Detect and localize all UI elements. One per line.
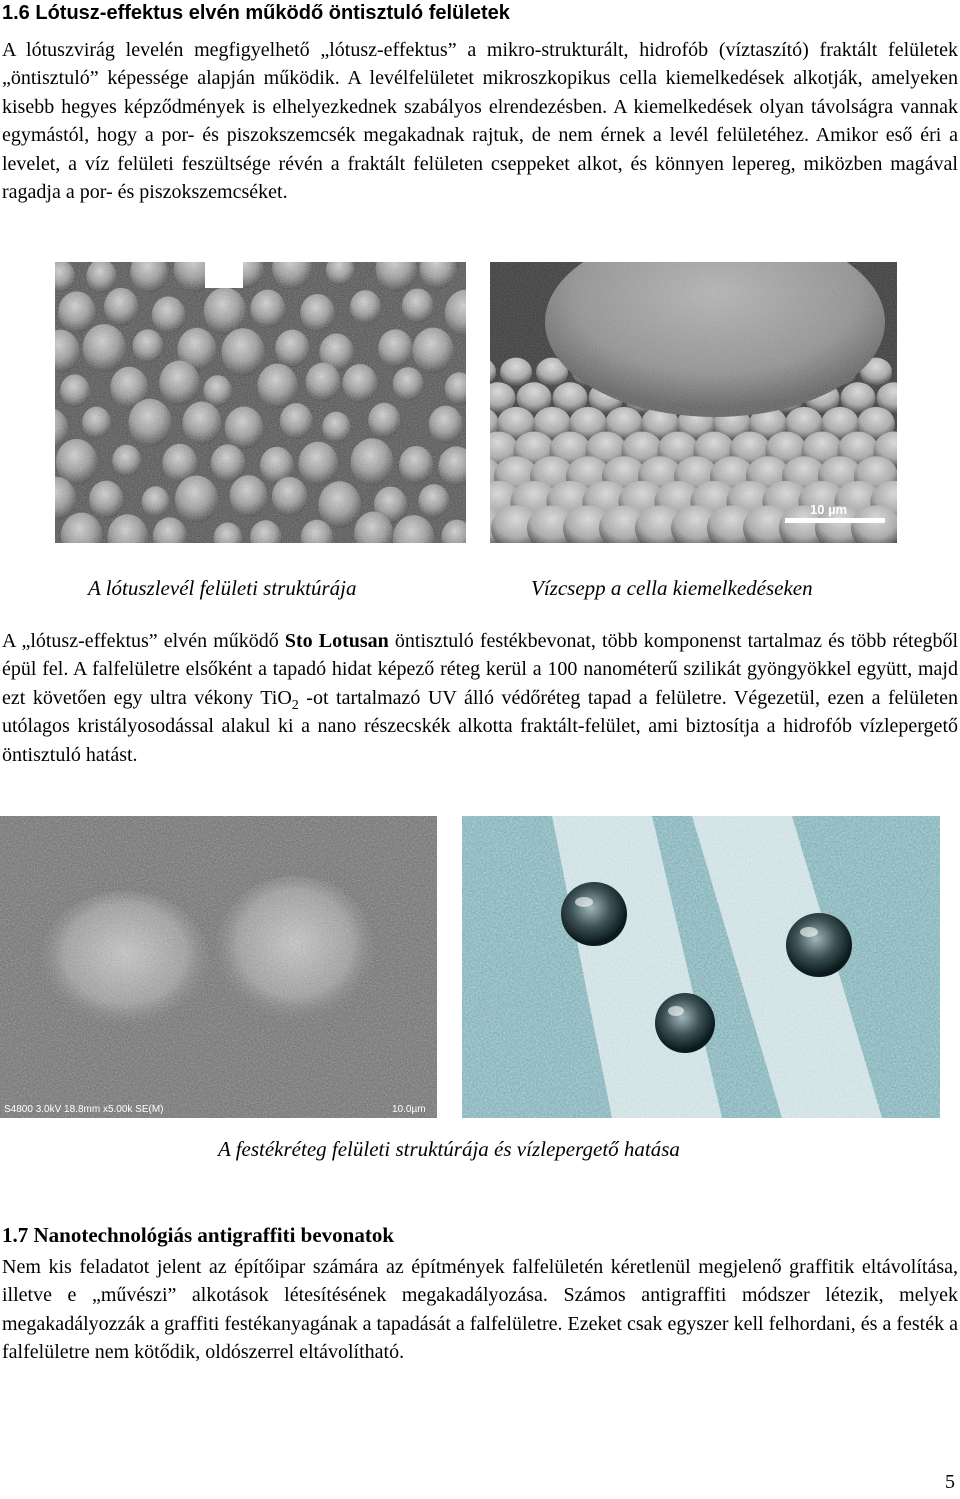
water-droplet	[786, 913, 852, 977]
paragraph-antigraffiti: Nem kis feladatot jelent az építőipar számára az építmények falfelületén kéretlenül megjelenő graffitik eltávolítása, illetve e „művészi” alkotások létesítésének megakadályozása. Számos antigraffiti módszer létezik, melyek megakadályozzák a graffiti festékanyagának a tapadását a falfelületre. Ezeket csak egyszer kell felhordani, és a festék a falfelületre nem kötődik, oldószerrel eltávolítható.	[2, 1256, 958, 1364]
section-title-1-7: 1.7 Nanotechnológiás antigraffiti bevonatok	[2, 1223, 395, 1247]
sem-scale-label: 10.0µm	[392, 1104, 426, 1115]
paragraph-sto-lotusan: A „lótusz-effektus” elvén működő Sto Lotusan öntisztuló festékbevonat, több komponenst tartalmaz és több rétegből épül fel. A falfelületre elsőként a tapadó hidat képező réteg kerül a 100 nanométerű szilikát gyöngyökkel együtt, majd ezt követően egy ultra vékony TiO$_2$ -ot tartalmazó UV álló védőréteg tapad a felületre. Végezetül, ezen a felületen utólagos kristályosodással alakul ki a nano részecskék alkotta fraktált-felület, ami biztosítja a hidrofób vízlepergető öntisztuló hatást.	[2, 630, 959, 766]
brand-name: Sto Lotusan	[284, 630, 389, 652]
page-number: 5	[945, 1471, 955, 1493]
caption-paint-layer: A festékréteg felületi struktúrája és vízlepergető hatása	[218, 1137, 680, 1161]
water-droplet	[561, 882, 627, 946]
section-title-1-6: 1.6 Lótusz-effektus elvén működő öntisztuló felületek	[2, 2, 510, 24]
droplet-sem-image	[490, 262, 897, 543]
lotus-leaf-sem-image	[55, 262, 466, 543]
scale-bar-label: 10 µm	[810, 502, 848, 517]
paragraph-lotus-effect: A lótuszvirág levelén megfigyelhető „lótusz-effektus” a mikro-strukturált, hidrofób (víztaszító) fraktált felületek „öntisztuló” képessége alapján működik. A levélfelületet mikroszkopikus cella kiemelkedések alkotják, amelyeken kisebb hegyes képződmények is elhelyezkednek szabályos elrendezésben. A kiemelkedések olyan távolságra vannak egymástól, hogy a por- és piszokszemcsék megakadnak rajtuk, de nem érnek a levél felületéhez. Amikor eső éri a levelet, a víz felületi feszültsége révén a fraktált felületen cseppeket alkot, és könnyen lepereg, miközben magával ragadja a por- és piszokszemcséket.	[2, 39, 958, 204]
caption-lotus-leaf: A lótuszlevél felületi struktúrája	[88, 576, 357, 600]
water-beads-photo	[462, 816, 940, 1118]
water-droplet	[655, 993, 715, 1053]
paint-surface-sem-image	[0, 816, 437, 1118]
caption-droplet: Vízcsepp a cella kiemelkedéseken	[531, 576, 813, 600]
sem-info-label: S4800 3.0kV 18.8mm x5.00k SE(M)	[4, 1104, 164, 1115]
